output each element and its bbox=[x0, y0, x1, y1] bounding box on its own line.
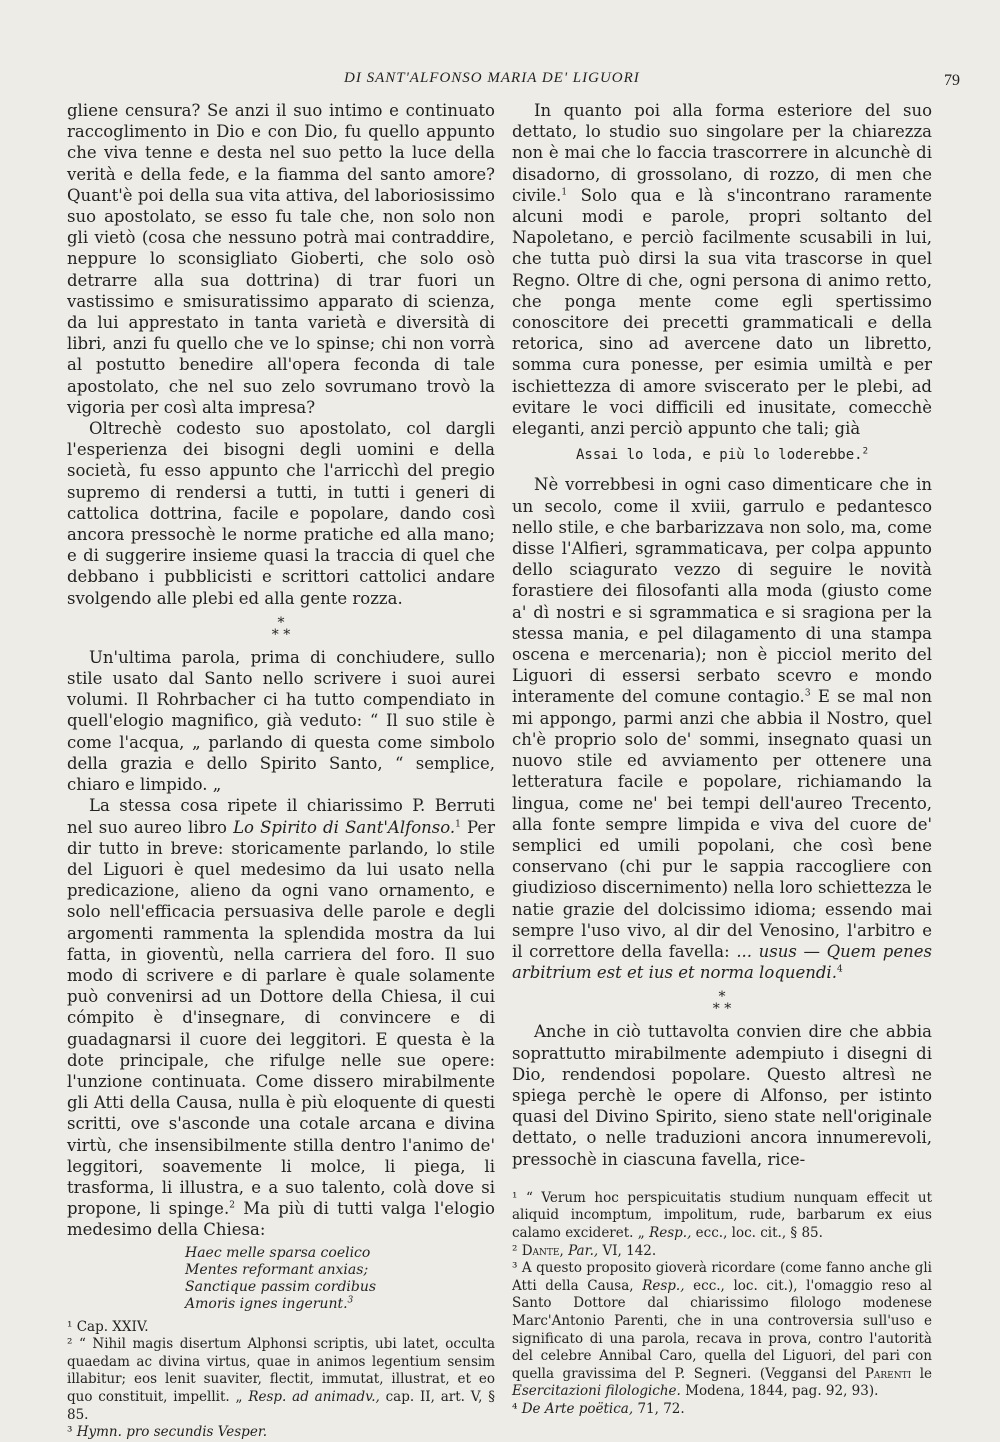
footnote-ref-2: 2 bbox=[229, 1200, 235, 1211]
right-paragraph-1 bbox=[512, 100, 932, 439]
footnote-2-ref: Par., bbox=[568, 1242, 599, 1259]
verse-text: Assai lo loda, e più lo loderebbe. bbox=[576, 447, 863, 464]
footnote-2 bbox=[512, 1243, 932, 1261]
hymn-line: Sanctique passim cordibus bbox=[185, 1278, 377, 1295]
asterism-top: * bbox=[277, 614, 285, 631]
left-paragraph-2: Oltrechè codesto suo apostolato, col dargli l'esperienza dei bisogni degli uomini e della società, fu esso appunto che l'arricchì del pregio supremo di rendersi a tutti, in tutti i generi di cattolica dottrina, facile e popolare, dando così ancora pressochè le norme pratiche ed alla mano; e di suggerire insieme quasi la traccia di quel che debbano i pubblicisti e scrittori cattolici andare svolgendo alle plebi ed alla gente rozza. bbox=[67, 419, 495, 608]
footnote-1-tail: ecc., loc. cit., § 85. bbox=[695, 1224, 823, 1241]
footnote-3-text-c: le bbox=[919, 1365, 932, 1382]
hymn-line bbox=[185, 1296, 495, 1313]
asterism-bottom: * * bbox=[271, 626, 291, 643]
r-p1-text-a: In quanto poi alla forma esteriore del suo dettato, lo studio suo singolare per la chiarezza non è mai che lo faccia trascorrere in alcunchè di disadorno, di grossolano, di rozzo, di men che civile. bbox=[512, 101, 932, 205]
right-footnotes bbox=[512, 1190, 932, 1419]
footnote-1-text: ¹ “ Verum hoc perspicuitatis studium nunquam effecit ut aliquid incomptum, impolitum, rude, barbarum ex eius calamo excideret. „ bbox=[512, 1189, 932, 1241]
footnote-2-text: ² “ Nihil magis disertum Alphonsi scriptis, ubi latet, occulta quaedam ac divina virtus, quae in animos legentium sensim illabitur; eos lenit suaviter, flectit, immutat, illustrat, et eo quo constituit, impellit. „ bbox=[67, 1336, 495, 1405]
hymn-line-text: Amoris ignes ingerunt. bbox=[185, 1295, 348, 1312]
r-p2-text-b: E se mal non mi appongo, parmi anzi che abbia il Nostro, quel ch'è proprio solo de' sommi, insegnato quasi un nuovo stile ed avviamento per ottenere una letteratura facile e popolare, richiamando la lingua, come ne' bei tempi dell'aureo Trecento, alla fonte sempre limpida e viva del cuore de' semplici ed umili popolani, che così bene conservano (chi pur le sappia raccogliere con giudizioso discernimento) nella loro schiettezza le natie grazie del dolcissimo idioma; essendo mai sempre l'uso vivo, al dir del Venosino, l'arbitro e il correttore della favella: bbox=[512, 687, 932, 961]
footnote-ref-2: 2 bbox=[862, 446, 868, 457]
left-footnotes bbox=[67, 1319, 495, 1442]
footnote-2-ref: Resp. ad animadv., bbox=[248, 1388, 380, 1405]
footnote-2 bbox=[67, 1336, 495, 1424]
asterism-bottom: * * bbox=[712, 1001, 732, 1018]
page-number: 79 bbox=[944, 72, 960, 89]
left-paragraph-1: gliene censura? Se anzi il suo intimo e continuato raccoglimento in Dio e con Dio, fu quello appunto che viva tenne e desta nel suo petto la luce della verità e della fede, e la fiamma del santo amore? Quant'è poi della sua vita attiva, del laboriosissimo suo apostolato, se esso fu tale che, non solo non gli vietò (cosa che nessuno potrà mai contraddire, neppure lo sconsigliato Gioberti, che solo osò detrarre alla sua dottrina) di trar fuori un vastissimo e smisuratissimo apparato di scienza, da lui apprestato in tanta varietà e diversità di libri, anzi fu quello che ve lo spinse; chi non vorrà al postutto benedire all'opera feconda di tale apostolato, che nel suo zelo sovrumano trovò la vigoria per così alta impresa? bbox=[67, 101, 495, 417]
footnote-ref-3: 3 bbox=[804, 688, 811, 699]
footnote-1 bbox=[512, 1190, 932, 1243]
footnote-4-tail: 71, 72. bbox=[637, 1400, 685, 1417]
footnote-3-author: Parenti bbox=[864, 1365, 912, 1382]
footnote-3 bbox=[512, 1260, 932, 1401]
footnote-2-author: Dante, bbox=[521, 1242, 564, 1259]
footnote-3-num: ³ bbox=[67, 1424, 73, 1441]
p4-text-c: Ma più di tutti valga l'elogio medesimo della Chiesa: bbox=[67, 1199, 495, 1240]
footnote-2-num: ² bbox=[512, 1242, 518, 1259]
hymn-quote bbox=[67, 1245, 495, 1313]
p4-text-b: Per dir tutto in breve: storicamente parlando, lo stile del Liguori è quel medesimo da lui usato nella predicazione, alieno da ogni vano ornamento, e solo nell'efficacia persuasiva delle parole e degli argomenti rammenta la splendida mostra da lui fatta, in gioventù, nella carriera del foro. Il suo modo di scrivere e di parlare è quale solamente può convenirsi ad un Dottore della Chiesa, il cui cómpito è d'insegnare, di convincere e di guadagnarsi il cuore dei leggitori. E questa è la dote principale, che rifulge nelle sue opere: l'unzione continuata. Come dissero mirabilmente gli Atti della Causa, nulla è più eloquente di questi scritti, ove s'asconde una cotale arcana e divina virtù, che insensibilmente stilla dentro l'animo de' leggitori, soavemente li molce, li piega, li trasforma, li illustra, e a suo talento, colà dove si propone, li spinge. bbox=[67, 817, 496, 1219]
hymn-line: Mentes reformant anxias; bbox=[185, 1261, 369, 1278]
left-paragraph-3: Un'ultima parola, prima di conchiudere, sullo stile usato dal Santo nello scrivere i suoi aurei volumi. Il Rohrbacher ci ha tutto compendiato in quell'elogio magnifico, già veduto: “ Il suo stile è come l'acqua, „ parlando di questa come simbolo della grazia e dello Spirito Santo, “ semplice, chiaro e limpido. „ bbox=[67, 647, 495, 795]
running-head: DI SANT'ALFONSO MARIA DE' LIGUORI bbox=[344, 70, 640, 86]
footnote-3-ref: Resp., bbox=[642, 1277, 685, 1294]
left-paragraph-4 bbox=[67, 795, 495, 1240]
p4-text-a: La stessa cosa ripete il chiarissimo P. Berruti nel suo aureo libro bbox=[67, 796, 495, 837]
footnote-3-text-b: ecc., loc. cit.), l'omaggio reso al Santo Dottore dal chiarissimo filologo modenese Marc'Antonio Parenti, che in una controversia sull'uso e significato di una parola, recava in prova, contro l'autorità del celebre Annibal Caro, quella del Liguori, del pari con quella gravissima del P. Segneri. (Veggansi del bbox=[512, 1277, 932, 1382]
left-column bbox=[67, 100, 495, 1442]
book-title: Lo Spirito di Sant'Alfonso. bbox=[233, 817, 456, 837]
section-break bbox=[67, 614, 495, 643]
footnote-ref-4: 4 bbox=[836, 964, 843, 975]
right-paragraph-2 bbox=[512, 474, 932, 983]
asterism-top: * bbox=[718, 989, 726, 1006]
footnote-4-title: De Arte poëtica, bbox=[521, 1400, 634, 1417]
footnote-ref-1: 1 bbox=[455, 819, 461, 829]
footnote-3-text-a: ³ A questo proposito gioverà ricordare (come fanno anche gli Atti della Causa, bbox=[512, 1260, 932, 1294]
hymn-line: Haec melle sparsa coelico bbox=[185, 1244, 371, 1261]
verse-quote bbox=[512, 445, 932, 466]
footnote-1: ¹ Cap. XXIV. bbox=[67, 1318, 149, 1335]
footnote-1-ref: Resp., bbox=[649, 1224, 692, 1241]
latin-quote: ... usus — Quem penes arbitrium est et ius et norma loquendi. bbox=[512, 941, 932, 983]
footnote-ref-1: 1 bbox=[561, 187, 568, 198]
r-p2-text-a: Nè vorrebbesi in ogni caso dimenticare che in un secolo, come il xviii, garrulo e pedantesco nello stile, e che barbarizzava non solo, ma, come disse l'Alfieri, sgrammaticava, per colpa appunto dello sciagurato vezzo di seguire le novità forastiere dei filosofanti alla moda (giusto come a' dì nostri e si sgrammatica e si sragiona per la stessa mania, e pel dilagamento di una stampa oscena e mercenaria); non è picciol merito del Liguori di essersi serbato scevro e mondo interamente del comune contagio. bbox=[512, 475, 932, 707]
footnote-4 bbox=[512, 1401, 932, 1419]
footnote-4-num: ⁴ bbox=[512, 1400, 518, 1417]
section-break bbox=[512, 989, 932, 1018]
footnote-2-tail: cap. II, art. V, § 85. bbox=[67, 1388, 495, 1423]
footnote-ref-3: 3 bbox=[347, 1294, 354, 1305]
footnote-3-text-d: Modena, 1844, pag. 92, 93). bbox=[685, 1383, 879, 1400]
r-p1-text-b: Solo qua e là s'incontrano raramente alcuni modi e parole, propri soltanto del Napoletano, e perciò facilmente scusabili in lui, che tutta può dirsi la sua vita trascorse in quel Regno. Oltre di che, ogni persona di animo retto, che ponga mente come egli spertissimo conoscitore dei precetti grammaticali e della retorica, sino ad avercene dato un libretto, somma cura ponesse, per esimia umiltà e per ischiettezza di amore sviscerato per le plebi, ad evitare le voci difficili ed inusitate, comecchè eleganti, anzi perciò appunto che tali; già bbox=[512, 185, 932, 439]
footnote-3-title: Esercitazioni filologiche. bbox=[512, 1383, 681, 1400]
footnote-3-text: Hymn. pro secundis Vesper. bbox=[76, 1424, 268, 1441]
footnote-2-tail: VI, 142. bbox=[602, 1242, 657, 1259]
right-paragraph-3: Anche in ciò tuttavolta convien dire che abbia soprattutto mirabilmente adempiuto i disegni di Dio, rendendosi popolare. Questo altresì ne spiega perchè le opere di Alfonso, per istinto quasi del Divino Spirito, sieno state nell'originale dettato, o nelle traduzioni ancora innumerevoli, pressochè in ciascuna favella, rice- bbox=[512, 1022, 932, 1169]
right-column bbox=[512, 100, 932, 1418]
